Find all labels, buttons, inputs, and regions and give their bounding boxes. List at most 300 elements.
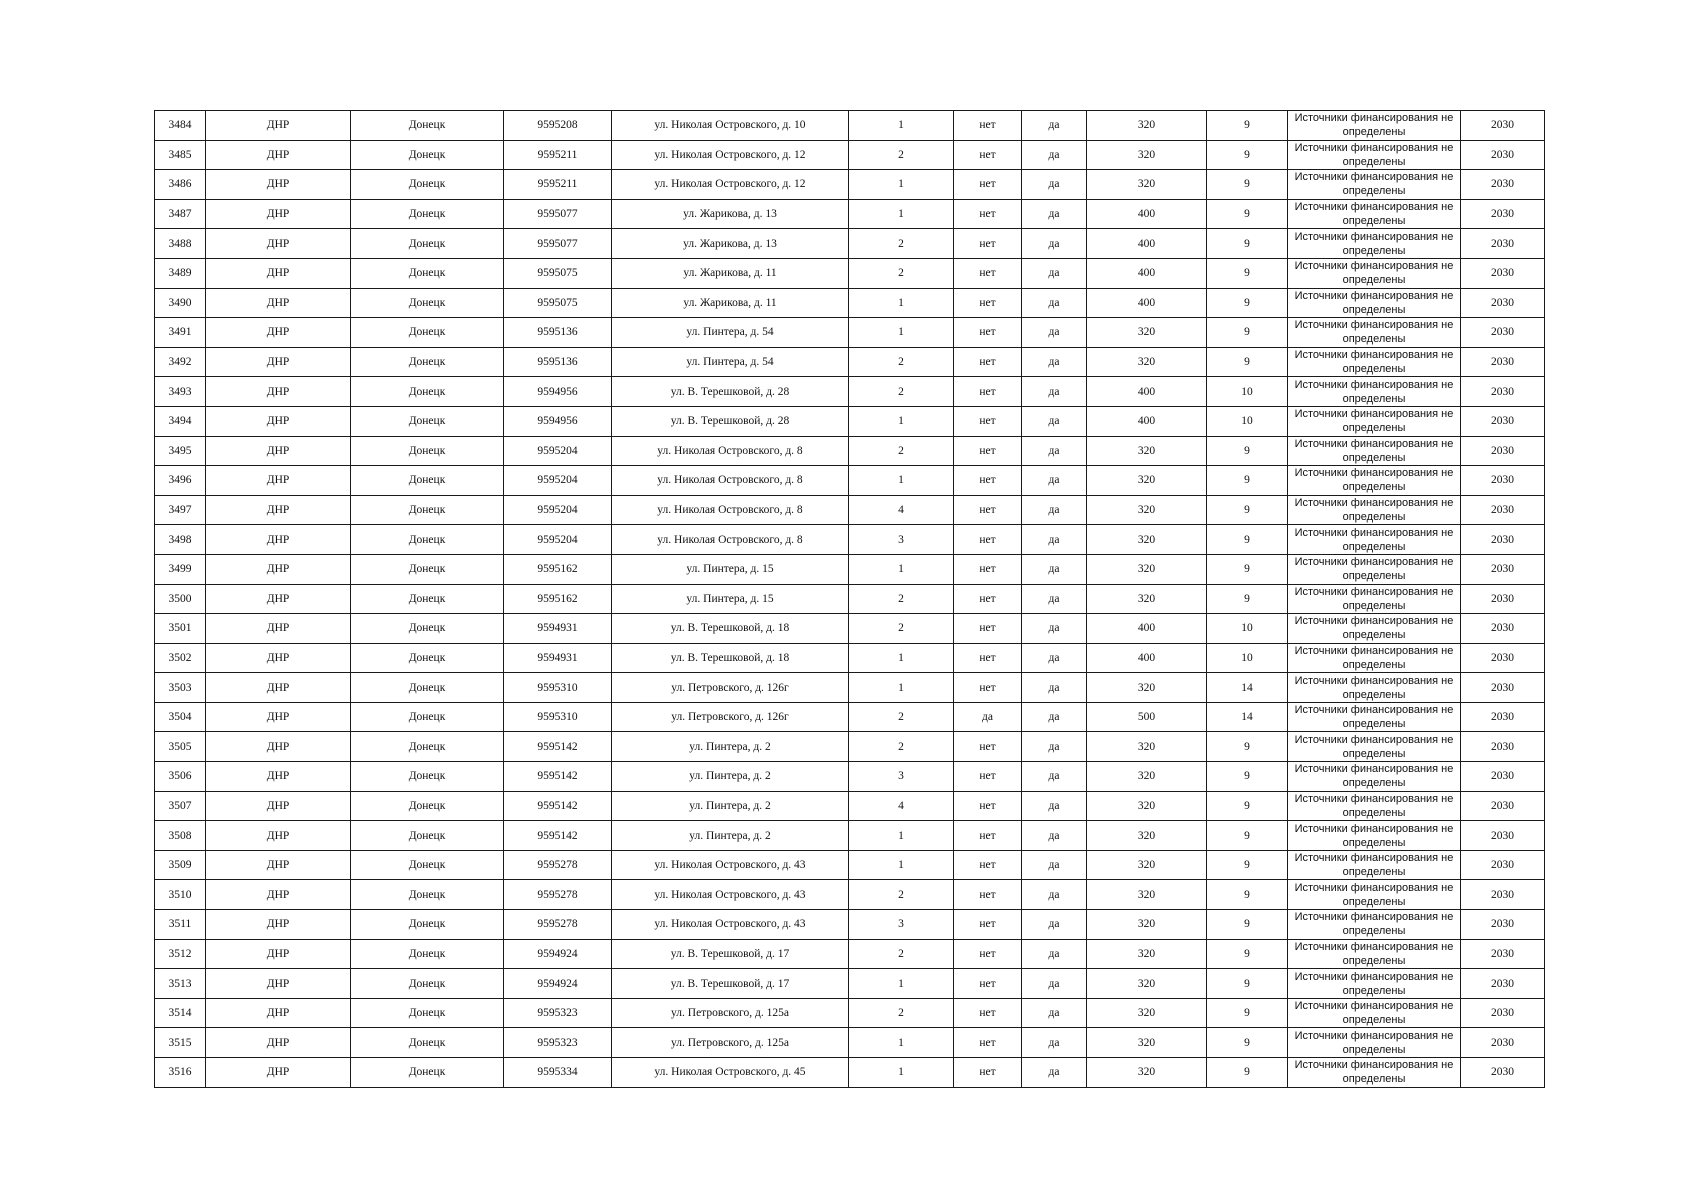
funding-source-cell: Источники финансирования не определены [1288, 199, 1461, 229]
table-row [155, 406, 1545, 436]
row-number-cell: 3494 [155, 406, 206, 436]
funding-source-cell: Источники финансирования не определены [1288, 525, 1461, 555]
year-cell: 2030 [1461, 791, 1545, 821]
year-cell: 2030 [1461, 436, 1545, 466]
region-cell: ДНР [206, 258, 351, 288]
house-code-cell: 9595310 [504, 702, 612, 732]
floors-cell: 9 [1207, 495, 1288, 525]
table-row [155, 1058, 1545, 1088]
city-cell: Донецк [351, 998, 504, 1028]
table-row [155, 318, 1545, 348]
year-cell: 2030 [1461, 969, 1545, 999]
floors-cell: 10 [1207, 614, 1288, 644]
floors-cell: 9 [1207, 732, 1288, 762]
row-number-cell: 3495 [155, 436, 206, 466]
flag-a-cell: нет [954, 821, 1022, 851]
address-cell: ул. Пинтера, д. 15 [612, 554, 849, 584]
table-row [155, 702, 1545, 732]
entrance-cell: 2 [849, 939, 954, 969]
flag-a-cell: нет [954, 584, 1022, 614]
year-cell: 2030 [1461, 170, 1545, 200]
floors-cell: 9 [1207, 347, 1288, 377]
floors-cell: 9 [1207, 969, 1288, 999]
row-number-cell: 3497 [155, 495, 206, 525]
entrance-cell: 2 [849, 229, 954, 259]
address-cell: ул. Николая Островского, д. 43 [612, 880, 849, 910]
house-code-cell: 9595142 [504, 821, 612, 851]
row-number-cell: 3499 [155, 554, 206, 584]
house-code-cell: 9594931 [504, 643, 612, 673]
funding-source-cell: Источники финансирования не определены [1288, 140, 1461, 170]
floors-cell: 10 [1207, 643, 1288, 673]
table-row [155, 377, 1545, 407]
entrance-cell: 1 [849, 1028, 954, 1058]
table-row [155, 258, 1545, 288]
flag-b-cell: да [1022, 762, 1087, 792]
funding-source-cell: Источники финансирования не определены [1288, 614, 1461, 644]
year-cell: 2030 [1461, 525, 1545, 555]
entrance-cell: 1 [849, 850, 954, 880]
entrance-cell: 2 [849, 258, 954, 288]
value-cell: 400 [1087, 229, 1207, 259]
entrance-cell: 3 [849, 525, 954, 555]
region-cell: ДНР [206, 850, 351, 880]
floors-cell: 9 [1207, 229, 1288, 259]
flag-b-cell: да [1022, 850, 1087, 880]
value-cell: 500 [1087, 702, 1207, 732]
entrance-cell: 1 [849, 969, 954, 999]
value-cell: 320 [1087, 762, 1207, 792]
city-cell: Донецк [351, 466, 504, 496]
city-cell: Донецк [351, 229, 504, 259]
house-code-cell: 9595142 [504, 732, 612, 762]
year-cell: 2030 [1461, 377, 1545, 407]
value-cell: 320 [1087, 584, 1207, 614]
flag-b-cell: да [1022, 584, 1087, 614]
row-number-cell: 3496 [155, 466, 206, 496]
table-row [155, 554, 1545, 584]
flag-a-cell: нет [954, 673, 1022, 703]
entrance-cell: 1 [849, 318, 954, 348]
flag-b-cell: да [1022, 998, 1087, 1028]
year-cell: 2030 [1461, 673, 1545, 703]
value-cell: 320 [1087, 466, 1207, 496]
table-row [155, 436, 1545, 466]
city-cell: Донецк [351, 199, 504, 229]
row-number-cell: 3508 [155, 821, 206, 851]
flag-a-cell: нет [954, 732, 1022, 762]
table-row [155, 998, 1545, 1028]
city-cell: Донецк [351, 643, 504, 673]
city-cell: Донецк [351, 318, 504, 348]
city-cell: Донецк [351, 821, 504, 851]
row-number-cell: 3485 [155, 140, 206, 170]
funding-source-cell: Источники финансирования не определены [1288, 258, 1461, 288]
row-number-cell: 3516 [155, 1058, 206, 1088]
region-cell: ДНР [206, 466, 351, 496]
address-cell: ул. Жарикова, д. 11 [612, 288, 849, 318]
funding-source-cell: Источники финансирования не определены [1288, 643, 1461, 673]
address-cell: ул. Жарикова, д. 11 [612, 258, 849, 288]
funding-source-cell: Источники финансирования не определены [1288, 821, 1461, 851]
city-cell: Донецк [351, 732, 504, 762]
region-cell: ДНР [206, 702, 351, 732]
table-body [155, 111, 1545, 1088]
funding-source-cell: Источники финансирования не определены [1288, 554, 1461, 584]
funding-source-cell: Источники финансирования не определены [1288, 347, 1461, 377]
floors-cell: 9 [1207, 288, 1288, 318]
table-row [155, 791, 1545, 821]
table-row [155, 614, 1545, 644]
year-cell: 2030 [1461, 288, 1545, 318]
funding-source-cell: Источники финансирования не определены [1288, 939, 1461, 969]
floors-cell: 9 [1207, 318, 1288, 348]
address-cell: ул. Петровского, д. 125а [612, 1028, 849, 1058]
floors-cell: 9 [1207, 998, 1288, 1028]
region-cell: ДНР [206, 554, 351, 584]
house-code-cell: 9595142 [504, 791, 612, 821]
entrance-cell: 1 [849, 673, 954, 703]
house-code-cell: 9594924 [504, 969, 612, 999]
house-code-cell: 9595136 [504, 347, 612, 377]
floors-cell: 9 [1207, 258, 1288, 288]
table-row [155, 229, 1545, 259]
funding-source-cell: Источники финансирования не определены [1288, 584, 1461, 614]
entrance-cell: 1 [849, 466, 954, 496]
house-code-cell: 9595211 [504, 140, 612, 170]
value-cell: 320 [1087, 1058, 1207, 1088]
region-cell: ДНР [206, 140, 351, 170]
house-code-cell: 9594931 [504, 614, 612, 644]
funding-source-cell: Источники финансирования не определены [1288, 466, 1461, 496]
house-code-cell: 9595323 [504, 1028, 612, 1058]
city-cell: Донецк [351, 614, 504, 644]
value-cell: 320 [1087, 111, 1207, 141]
flag-b-cell: да [1022, 525, 1087, 555]
flag-a-cell: нет [954, 614, 1022, 644]
table-row [155, 732, 1545, 762]
house-code-cell: 9594924 [504, 939, 612, 969]
value-cell: 320 [1087, 791, 1207, 821]
funding-source-cell: Источники финансирования не определены [1288, 318, 1461, 348]
housing-register-table [154, 110, 1545, 1088]
funding-source-cell: Источники финансирования не определены [1288, 495, 1461, 525]
flag-b-cell: да [1022, 347, 1087, 377]
house-code-cell: 9595204 [504, 466, 612, 496]
year-cell: 2030 [1461, 318, 1545, 348]
flag-b-cell: да [1022, 791, 1087, 821]
floors-cell: 10 [1207, 377, 1288, 407]
region-cell: ДНР [206, 614, 351, 644]
city-cell: Донецк [351, 969, 504, 999]
flag-b-cell: да [1022, 229, 1087, 259]
house-code-cell: 9594956 [504, 377, 612, 407]
flag-b-cell: да [1022, 880, 1087, 910]
region-cell: ДНР [206, 229, 351, 259]
region-cell: ДНР [206, 495, 351, 525]
entrance-cell: 1 [849, 288, 954, 318]
flag-b-cell: да [1022, 377, 1087, 407]
city-cell: Донецк [351, 436, 504, 466]
flag-b-cell: да [1022, 111, 1087, 141]
region-cell: ДНР [206, 377, 351, 407]
year-cell: 2030 [1461, 229, 1545, 259]
flag-b-cell: да [1022, 406, 1087, 436]
flag-a-cell: нет [954, 762, 1022, 792]
house-code-cell: 9595162 [504, 554, 612, 584]
row-number-cell: 3484 [155, 111, 206, 141]
flag-a-cell: нет [954, 229, 1022, 259]
value-cell: 400 [1087, 643, 1207, 673]
table-row [155, 584, 1545, 614]
table-row [155, 939, 1545, 969]
house-code-cell: 9595075 [504, 258, 612, 288]
table-row [155, 495, 1545, 525]
address-cell: ул. Николая Островского, д. 12 [612, 140, 849, 170]
address-cell: ул. Петровского, д. 126г [612, 702, 849, 732]
flag-a-cell: нет [954, 939, 1022, 969]
value-cell: 320 [1087, 318, 1207, 348]
flag-a-cell: нет [954, 140, 1022, 170]
row-number-cell: 3512 [155, 939, 206, 969]
house-code-cell: 9595278 [504, 910, 612, 940]
funding-source-cell: Источники финансирования не определены [1288, 111, 1461, 141]
entrance-cell: 2 [849, 140, 954, 170]
year-cell: 2030 [1461, 466, 1545, 496]
floors-cell: 9 [1207, 436, 1288, 466]
year-cell: 2030 [1461, 614, 1545, 644]
flag-a-cell: нет [954, 643, 1022, 673]
entrance-cell: 2 [849, 614, 954, 644]
flag-b-cell: да [1022, 1028, 1087, 1058]
year-cell: 2030 [1461, 643, 1545, 673]
house-code-cell: 9595162 [504, 584, 612, 614]
value-cell: 320 [1087, 347, 1207, 377]
flag-a-cell: нет [954, 318, 1022, 348]
address-cell: ул. В. Терешковой, д. 28 [612, 406, 849, 436]
flag-b-cell: да [1022, 140, 1087, 170]
row-number-cell: 3515 [155, 1028, 206, 1058]
table-row [155, 880, 1545, 910]
region-cell: ДНР [206, 406, 351, 436]
value-cell: 400 [1087, 377, 1207, 407]
year-cell: 2030 [1461, 495, 1545, 525]
table-row [155, 673, 1545, 703]
table-row [155, 111, 1545, 141]
entrance-cell: 1 [849, 406, 954, 436]
city-cell: Донецк [351, 673, 504, 703]
region-cell: ДНР [206, 318, 351, 348]
house-code-cell: 9595142 [504, 762, 612, 792]
table-row [155, 1028, 1545, 1058]
value-cell: 320 [1087, 170, 1207, 200]
flag-b-cell: да [1022, 1058, 1087, 1088]
address-cell: ул. Пинтера, д. 2 [612, 821, 849, 851]
flag-a-cell: нет [954, 791, 1022, 821]
year-cell: 2030 [1461, 140, 1545, 170]
flag-a-cell: нет [954, 170, 1022, 200]
floors-cell: 14 [1207, 702, 1288, 732]
address-cell: ул. В. Терешковой, д. 17 [612, 969, 849, 999]
address-cell: ул. В. Терешковой, д. 28 [612, 377, 849, 407]
address-cell: ул. Пинтера, д. 2 [612, 732, 849, 762]
year-cell: 2030 [1461, 939, 1545, 969]
row-number-cell: 3487 [155, 199, 206, 229]
funding-source-cell: Источники финансирования не определены [1288, 702, 1461, 732]
flag-b-cell: да [1022, 436, 1087, 466]
region-cell: ДНР [206, 347, 351, 377]
region-cell: ДНР [206, 288, 351, 318]
floors-cell: 9 [1207, 910, 1288, 940]
flag-b-cell: да [1022, 258, 1087, 288]
region-cell: ДНР [206, 821, 351, 851]
entrance-cell: 2 [849, 436, 954, 466]
flag-a-cell: нет [954, 495, 1022, 525]
flag-b-cell: да [1022, 170, 1087, 200]
house-code-cell: 9595204 [504, 436, 612, 466]
flag-a-cell: да [954, 702, 1022, 732]
floors-cell: 9 [1207, 584, 1288, 614]
floors-cell: 9 [1207, 1058, 1288, 1088]
value-cell: 320 [1087, 821, 1207, 851]
city-cell: Донецк [351, 702, 504, 732]
flag-b-cell: да [1022, 614, 1087, 644]
row-number-cell: 3486 [155, 170, 206, 200]
address-cell: ул. Николая Островского, д. 12 [612, 170, 849, 200]
flag-a-cell: нет [954, 850, 1022, 880]
floors-cell: 9 [1207, 880, 1288, 910]
flag-a-cell: нет [954, 406, 1022, 436]
flag-b-cell: да [1022, 495, 1087, 525]
value-cell: 320 [1087, 495, 1207, 525]
city-cell: Донецк [351, 111, 504, 141]
entrance-cell: 1 [849, 111, 954, 141]
year-cell: 2030 [1461, 732, 1545, 762]
address-cell: ул. В. Терешковой, д. 17 [612, 939, 849, 969]
city-cell: Донецк [351, 791, 504, 821]
address-cell: ул. Николая Островского, д. 8 [612, 525, 849, 555]
year-cell: 2030 [1461, 199, 1545, 229]
region-cell: ДНР [206, 643, 351, 673]
floors-cell: 9 [1207, 850, 1288, 880]
entrance-cell: 4 [849, 495, 954, 525]
entrance-cell: 1 [849, 643, 954, 673]
house-code-cell: 9595077 [504, 199, 612, 229]
value-cell: 320 [1087, 998, 1207, 1028]
value-cell: 320 [1087, 673, 1207, 703]
region-cell: ДНР [206, 880, 351, 910]
flag-b-cell: да [1022, 969, 1087, 999]
value-cell: 320 [1087, 436, 1207, 466]
entrance-cell: 1 [849, 554, 954, 584]
flag-b-cell: да [1022, 288, 1087, 318]
region-cell: ДНР [206, 762, 351, 792]
region-cell: ДНР [206, 791, 351, 821]
table-row [155, 140, 1545, 170]
entrance-cell: 2 [849, 732, 954, 762]
city-cell: Донецк [351, 288, 504, 318]
value-cell: 400 [1087, 199, 1207, 229]
address-cell: ул. Пинтера, д. 54 [612, 318, 849, 348]
funding-source-cell: Источники финансирования не определены [1288, 436, 1461, 466]
year-cell: 2030 [1461, 554, 1545, 584]
entrance-cell: 2 [849, 880, 954, 910]
funding-source-cell: Источники финансирования не определены [1288, 288, 1461, 318]
region-cell: ДНР [206, 111, 351, 141]
year-cell: 2030 [1461, 850, 1545, 880]
funding-source-cell: Источники финансирования не определены [1288, 377, 1461, 407]
value-cell: 320 [1087, 880, 1207, 910]
region-cell: ДНР [206, 525, 351, 555]
region-cell: ДНР [206, 910, 351, 940]
flag-a-cell: нет [954, 199, 1022, 229]
region-cell: ДНР [206, 673, 351, 703]
entrance-cell: 2 [849, 998, 954, 1028]
house-code-cell: 9595077 [504, 229, 612, 259]
flag-b-cell: да [1022, 643, 1087, 673]
flag-b-cell: да [1022, 673, 1087, 703]
entrance-cell: 3 [849, 910, 954, 940]
city-cell: Донецк [351, 554, 504, 584]
year-cell: 2030 [1461, 406, 1545, 436]
floors-cell: 10 [1207, 406, 1288, 436]
city-cell: Донецк [351, 880, 504, 910]
flag-b-cell: да [1022, 821, 1087, 851]
region-cell: ДНР [206, 969, 351, 999]
address-cell: ул. Николая Островского, д. 8 [612, 466, 849, 496]
row-number-cell: 3488 [155, 229, 206, 259]
year-cell: 2030 [1461, 584, 1545, 614]
house-code-cell: 9595208 [504, 111, 612, 141]
row-number-cell: 3514 [155, 998, 206, 1028]
city-cell: Донецк [351, 258, 504, 288]
row-number-cell: 3504 [155, 702, 206, 732]
table-row [155, 850, 1545, 880]
house-code-cell: 9595204 [504, 495, 612, 525]
address-cell: ул. В. Терешковой, д. 18 [612, 643, 849, 673]
funding-source-cell: Источники финансирования не определены [1288, 229, 1461, 259]
row-number-cell: 3493 [155, 377, 206, 407]
row-number-cell: 3509 [155, 850, 206, 880]
year-cell: 2030 [1461, 347, 1545, 377]
flag-a-cell: нет [954, 1058, 1022, 1088]
row-number-cell: 3503 [155, 673, 206, 703]
flag-a-cell: нет [954, 998, 1022, 1028]
floors-cell: 9 [1207, 111, 1288, 141]
entrance-cell: 3 [849, 762, 954, 792]
region-cell: ДНР [206, 436, 351, 466]
year-cell: 2030 [1461, 1058, 1545, 1088]
entrance-cell: 2 [849, 584, 954, 614]
flag-a-cell: нет [954, 1028, 1022, 1058]
city-cell: Донецк [351, 525, 504, 555]
funding-source-cell: Источники финансирования не определены [1288, 1028, 1461, 1058]
house-code-cell: 9595204 [504, 525, 612, 555]
region-cell: ДНР [206, 732, 351, 762]
floors-cell: 9 [1207, 525, 1288, 555]
table-row [155, 199, 1545, 229]
flag-b-cell: да [1022, 910, 1087, 940]
address-cell: ул. Жарикова, д. 13 [612, 199, 849, 229]
region-cell: ДНР [206, 998, 351, 1028]
flag-a-cell: нет [954, 554, 1022, 584]
row-number-cell: 3498 [155, 525, 206, 555]
floors-cell: 9 [1207, 939, 1288, 969]
floors-cell: 9 [1207, 1028, 1288, 1058]
funding-source-cell: Источники финансирования не определены [1288, 998, 1461, 1028]
city-cell: Донецк [351, 850, 504, 880]
row-number-cell: 3502 [155, 643, 206, 673]
